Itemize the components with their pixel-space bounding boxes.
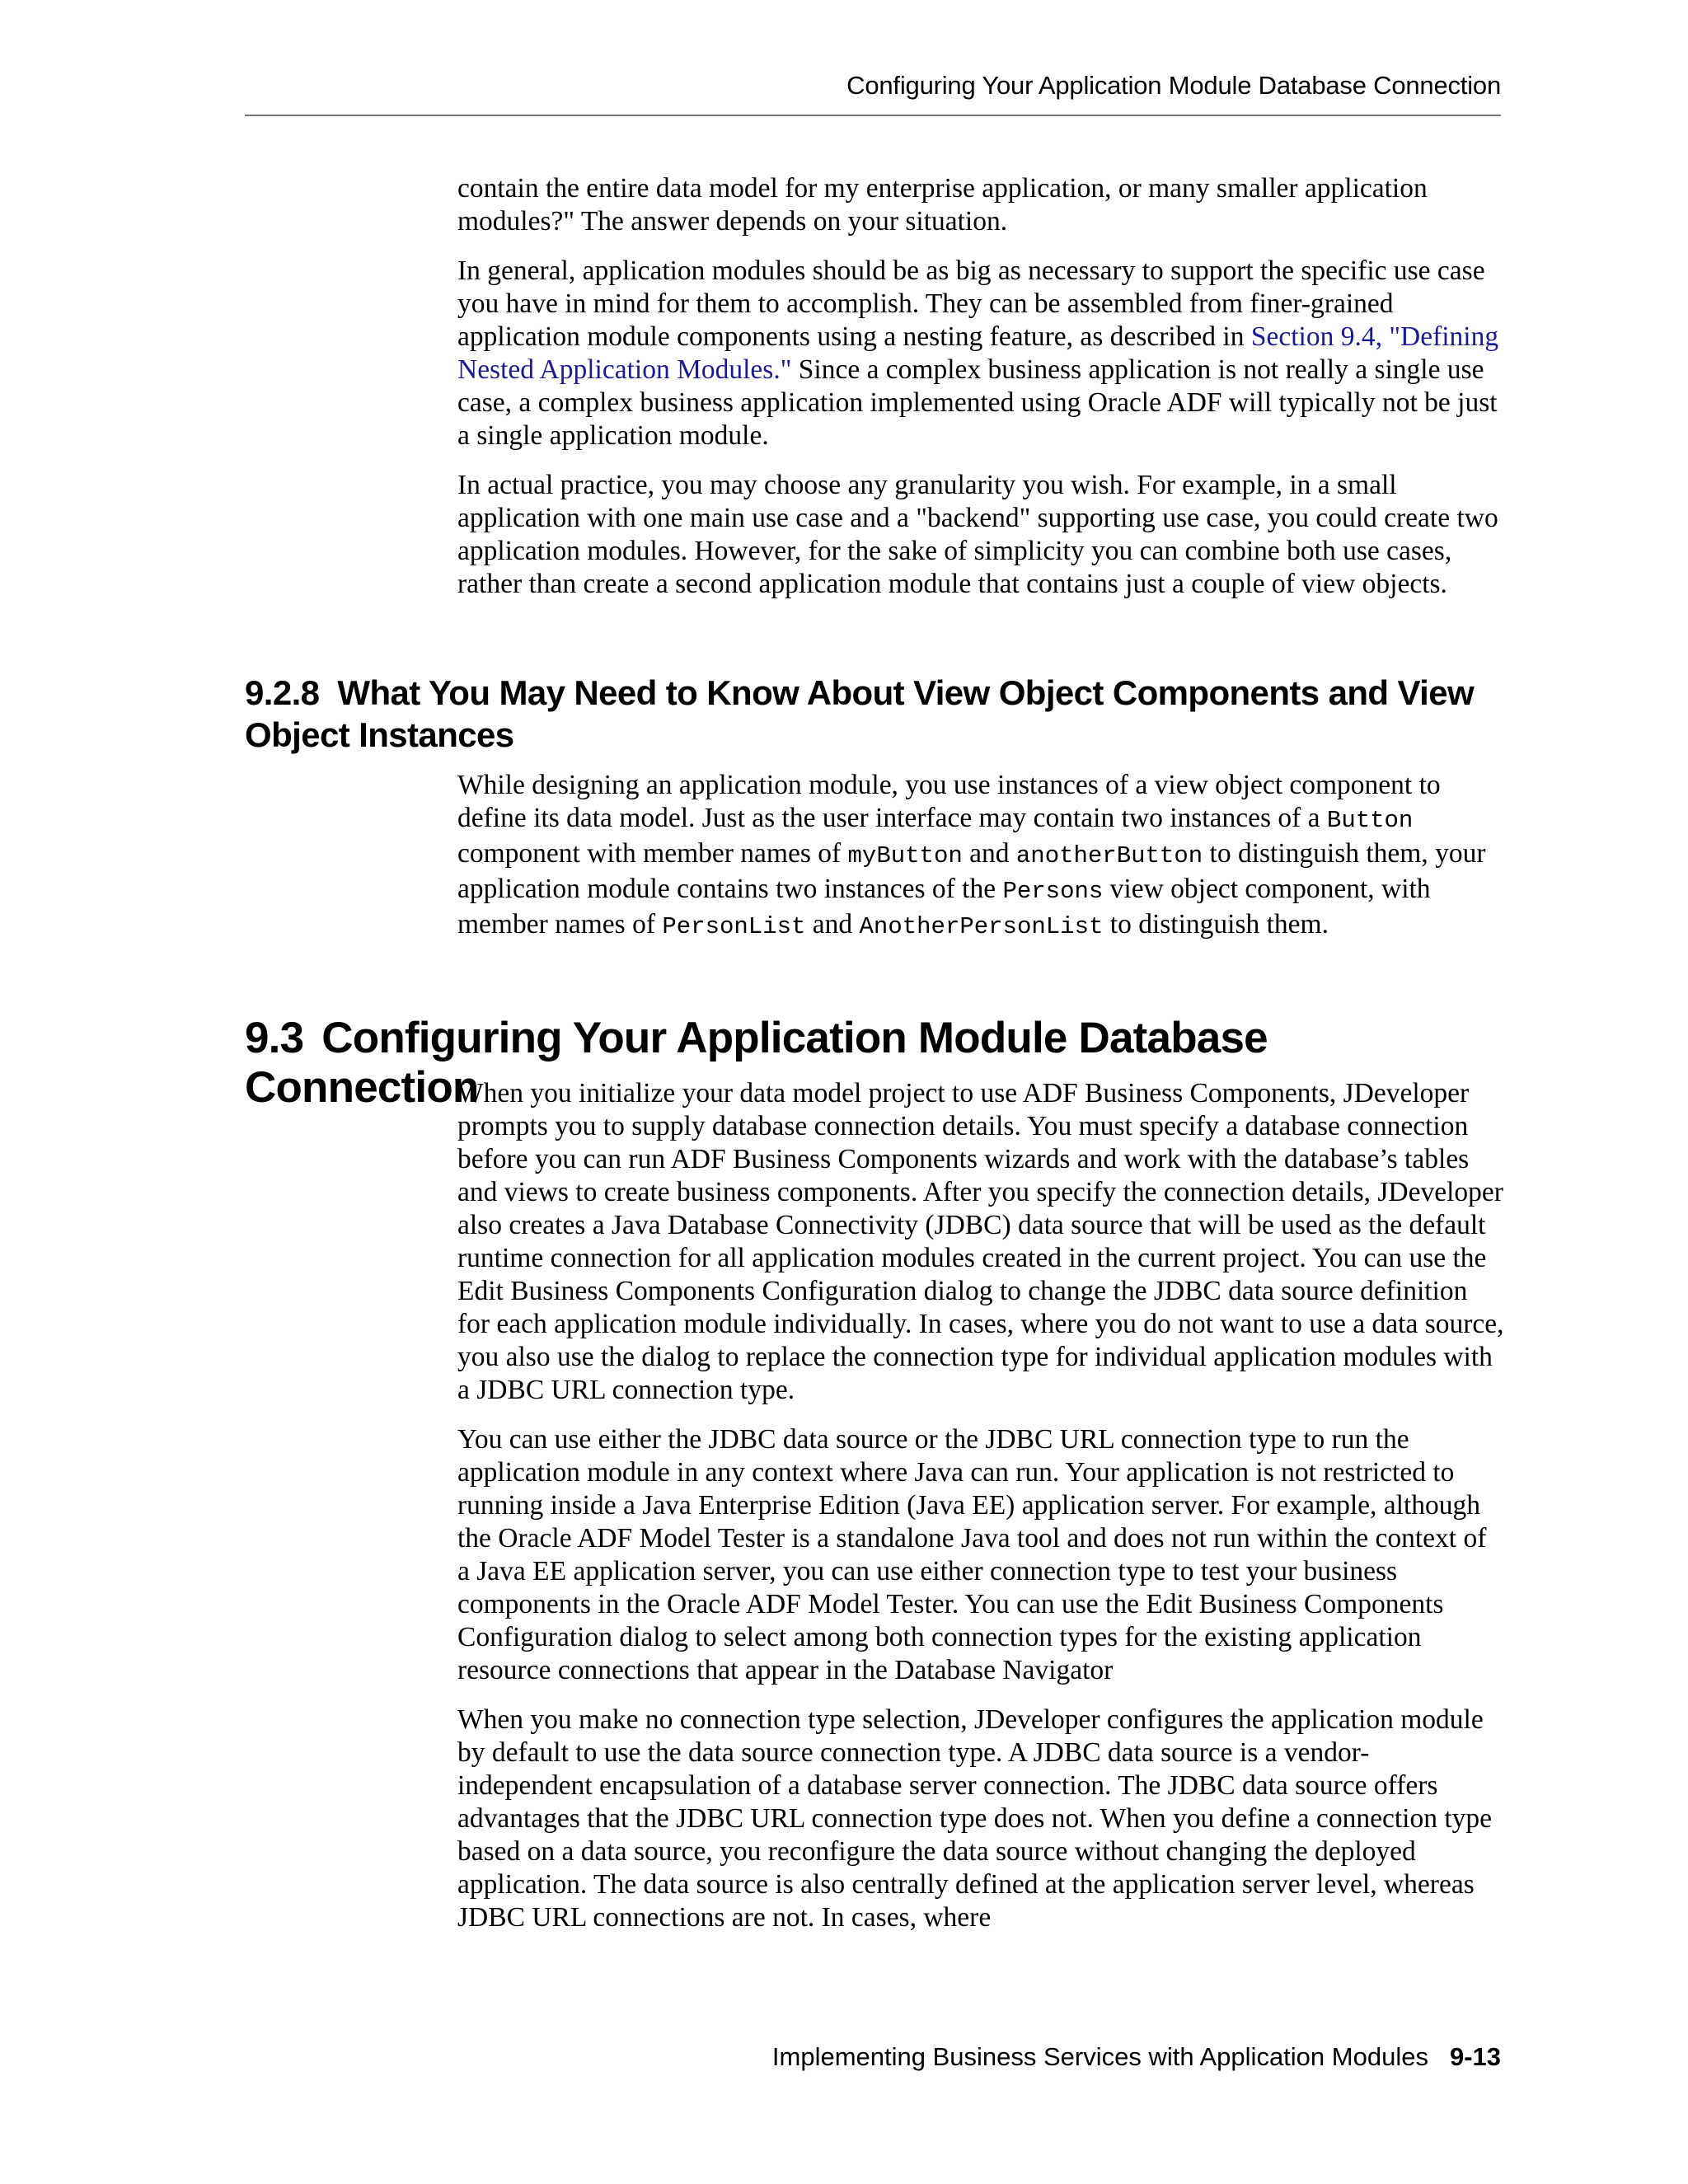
running-header: Configuring Your Application Module Database Connection	[846, 71, 1501, 100]
text-run: While designing an application module, you use instances of a view object component to define its data model. Just as the user interface may contain two instances of a	[457, 770, 1441, 833]
code-anotherpersonlist: AnotherPersonList	[859, 913, 1104, 940]
code-mybutton: myButton	[847, 842, 963, 869]
section-9-2-8-heading	[245, 672, 1506, 756]
intro-paragraph-2	[457, 255, 1504, 452]
code-button: Button	[1326, 807, 1414, 834]
text-run: to distinguish them, your application module contains two instances of the	[457, 838, 1486, 904]
cross-reference-link[interactable]: Section 9.4, "Defining Nested Application Modules."	[457, 321, 1499, 385]
text-run: and	[962, 838, 1016, 869]
intro-paragraph-2-text-b: Since a complex business application is not really a single use case, a complex business application implemented using Oracle ADF will typically not be just a single application module.	[457, 354, 1498, 451]
intro-paragraph-3: In actual practice, you may choose any granularity you wish. For example, in a small application with one main use case and a "backend" supporting use case, you could create two application modules. However, for the sake of simplicity you can combine both use cases, rather than create a second application module that contains just a couple of view objects.	[457, 470, 1498, 599]
section-9-3-paragraph-1: When you initialize your data model project to use ADF Business Components, JDeveloper prompts you to supply database connection details. You must specify a database connection before you can run ADF Business Components wizards and work with the database’s tables and views to create business components. After you specify the connection details, JDeveloper also creates a Java Database Connectivity (JDBC) data source that will be used as the default runtime connection for all application modules created in the current project. You can use the Edit Business Components Configuration dialog to change the JDBC data source definition for each application module individually. In cases, where you do not want to use a data source, you also use the dialog to replace the connection type for individual application modules with a JDBC URL connection type.	[457, 1078, 1504, 1405]
section-9-2-8-paragraph	[457, 769, 1504, 944]
intro-paragraph-1: contain the entire data model for my enterprise application, or many smaller application modules?" The answer depends on your situation.	[457, 173, 1428, 237]
section-title: Configuring Your Application Module Database Connection	[245, 1014, 1268, 1112]
code-personlist: PersonList	[662, 913, 806, 940]
intro-paragraph-2-text-a: In general, application modules should be as big as necessary to support the specific use case you have in mind for them to accomplish. They can be assembled from finer-grained application module components using a nesting feature, as described in	[457, 255, 1485, 352]
text-run: and	[805, 909, 860, 940]
page-number: 9-13	[1449, 2042, 1501, 2071]
code-persons: Persons	[1002, 878, 1104, 905]
intro-block	[457, 172, 1504, 617]
text-run: view object component, with member names of	[457, 874, 1431, 940]
section-9-3-paragraph-2: You can use either the JDBC data source or the JDBC URL connection type to run the application module in any context where Java can run. Your application is not restricted to running inside a Java Enterprise Edition (Java EE) application server. For example, although the Oracle ADF Model Tester is a standalone Java tool and does not run within the context of a Java EE application server, you can use either connection type to test your business components in the Oracle ADF Model Tester. You can use the Edit Business Components Configuration dialog to select among both connection types for the existing application resource connections that appear in the Database Navigator	[457, 1424, 1487, 1685]
code-anotherbutton: anotherButton	[1015, 842, 1203, 869]
footer-book-title: Implementing Business Services with Application Modules	[771, 2042, 1428, 2071]
section-number: 9.3	[245, 1014, 304, 1062]
section-9-3-paragraph-3: When you make no connection type selection, JDeveloper configures the application module by default to use the data source connection type. A JDBC data source is a vendor-independent encapsulation of a database server connection. The JDBC data source offers advantages that the JDBC URL connection type does not. When you define a connection type based on a data source, you reconfigure the data source without changing the deployed application. The data source is also centrally defined at the application server level, whereas JDBC URL connections are not. In cases, where	[457, 1704, 1492, 1933]
section-9-2-8-body	[457, 769, 1504, 960]
section-9-3-body	[457, 1077, 1504, 1951]
section-title: What You May Need to Know About View Object Components and View Object Instances	[245, 673, 1475, 754]
text-run: to distinguish them.	[1103, 909, 1329, 940]
header-rule	[245, 115, 1501, 116]
section-number: 9.2.8	[245, 673, 320, 712]
text-run: component with member names of	[457, 838, 848, 869]
page-footer	[772, 2042, 1501, 2072]
